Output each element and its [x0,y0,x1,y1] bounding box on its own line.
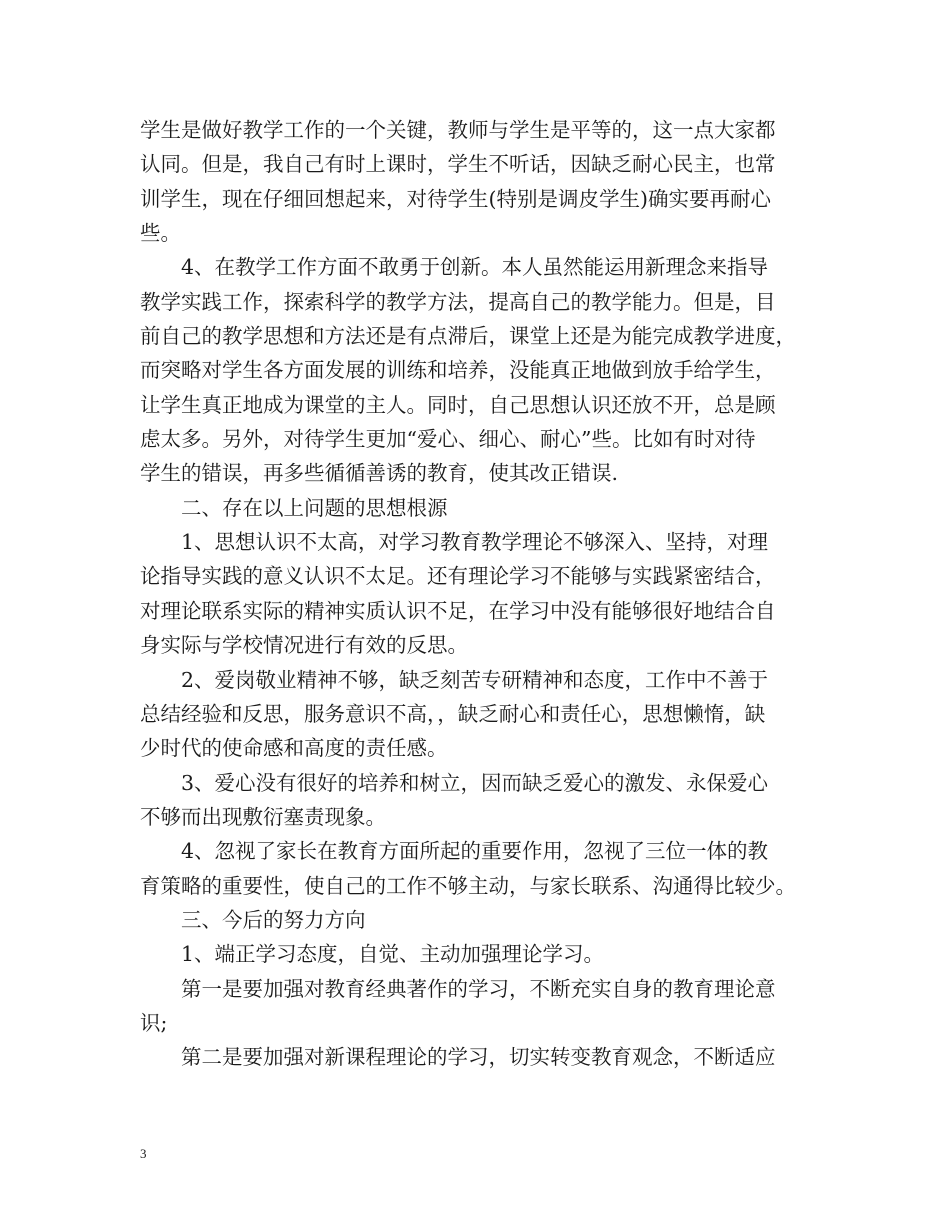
text-line: 第一是要加强对教育经典著作的学习，不断充实自身的教育理论意 [181,976,776,1001]
text-line: 论指导实践的意义认识不太足。还有理论学习不能够与实践紧密结合， [140,564,776,589]
text-line: 4、忽视了家长在教育方面所起的重要作用，忽视了三位一体的教 [181,839,769,864]
text-line: 前自己的教学思想和方法还是有点滞后，课堂上还是为能完成教学进度， [140,324,796,349]
text-line: 而突略对学生各方面发展的训练和培养，没能真正地做到放手给学生， [140,358,776,383]
text-line: 让学生真正地成为课堂的主人。同时，自己思想认识还放不开，总是顾 [140,392,776,417]
text-line: 些。 [140,221,181,246]
text-line: 虑太多。另外，对待学生更加“爱心、细心、耐心”些。比如有时对待 [140,427,756,452]
text-line: 身实际与学校情况进行有效的反思。 [140,633,468,658]
text-line: 少时代的使命感和高度的责任感。 [140,736,448,761]
text-line: 对理论联系实际的精神实质认识不足，在学习中没有能够很好地结合自 [140,598,776,623]
text-line: 识; [140,1010,168,1035]
text-line: 第二是要加强对新课程理论的学习，切实转变教育观念，不断适应 [181,1045,776,1070]
text-line: 2、爱岗敬业精神不够，缺乏刻苦专研精神和态度，工作中不善于 [181,667,769,692]
document-body [140,113,830,1075]
text-line: 学生的错误，再多些循循善诱的教育，使其改正错误. [140,461,619,486]
text-line: 二、存在以上问题的思想根源 [181,495,448,520]
text-line: 4、在教学工作方面不敢勇于创新。本人虽然能运用新理念来指导 [181,255,769,280]
text-line: 学生是做好教学工作的一个关键，教师与学生是平等的，这一点大家都 [140,118,776,142]
text-line: 1、端正学习态度，自觉、主动加强理论学习。 [181,942,605,967]
text-line: 3、爱心没有很好的培养和树立，因而缺乏爱心的激发、永保爱心 [181,770,769,795]
text-line: 三、今后的努力方向 [181,907,366,932]
page-number: 3 [140,1146,147,1161]
text-line: 认同。但是，我自己有时上课时，学生不听话，因缺乏耐心民主，也常 [140,152,776,177]
text-line: 育策略的重要性，使自己的工作不够主动，与家长联系、沟通得比较少。 [140,873,796,898]
text-line: 训学生，现在仔细回想起来，对待学生(特别是调皮学生)确实要再耐心 [140,186,771,211]
text-line: 1、思想认识不太高，对学习教育教学理论不够深入、坚持，对理 [181,530,769,555]
text-line: 总结经验和反思，服务意识不高，，缺乏耐心和责任心，思想懒惰，缺 [140,701,766,726]
text-line: 教学实践工作，探索科学的教学方法，提高自己的教学能力。但是，目 [140,289,776,314]
text-line: 不够而出现敷衍塞责现象。 [140,804,386,829]
